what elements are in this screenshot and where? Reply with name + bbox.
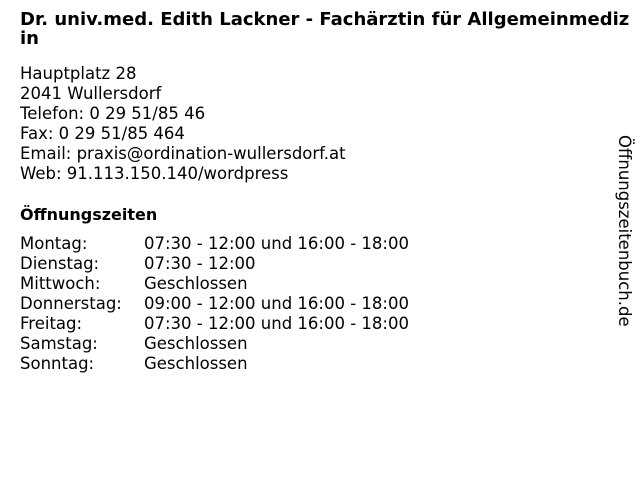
contact-block	[20, 64, 346, 184]
day-label: Freitag:	[20, 314, 83, 333]
fax-number: Fax: 0 29 51/85 464	[20, 124, 185, 143]
day-hours: 09:00 - 12:00 und 16:00 - 18:00	[144, 294, 409, 313]
day-label: Dienstag:	[20, 254, 100, 273]
street-address: Hauptplatz 28	[20, 64, 137, 83]
day-hours: Geschlossen	[144, 354, 248, 373]
day-hours: Geschlossen	[144, 274, 248, 293]
day-hours: 07:30 - 12:00 und 16:00 - 18:00	[144, 234, 409, 253]
day-label: Montag:	[20, 234, 88, 253]
city-address: 2041 Wullersdorf	[20, 84, 162, 103]
website-address: Web: 91.113.150.140/wordpress	[20, 164, 289, 183]
day-label: Mittwoch:	[20, 274, 101, 293]
email-address: Email: praxis@ordination-wullersdorf.at	[20, 144, 346, 163]
day-hours: 07:30 - 12:00	[144, 254, 256, 273]
day-hours: 07:30 - 12:00 und 16:00 - 18:00	[144, 314, 409, 333]
watermark-text: Öffnungszeitenbuch.de	[615, 135, 634, 327]
day-label: Sonntag:	[20, 354, 95, 373]
day-hours: Geschlossen	[144, 334, 248, 353]
phone-number: Telefon: 0 29 51/85 46	[20, 104, 206, 123]
page-title: Dr. univ.med. Edith Lackner - Fachärztin für Allgemeinmedizin	[20, 9, 630, 49]
day-label: Donnerstag:	[20, 294, 122, 313]
day-label: Samstag:	[20, 334, 98, 353]
opening-hours-heading: Öffnungszeiten	[20, 205, 158, 224]
